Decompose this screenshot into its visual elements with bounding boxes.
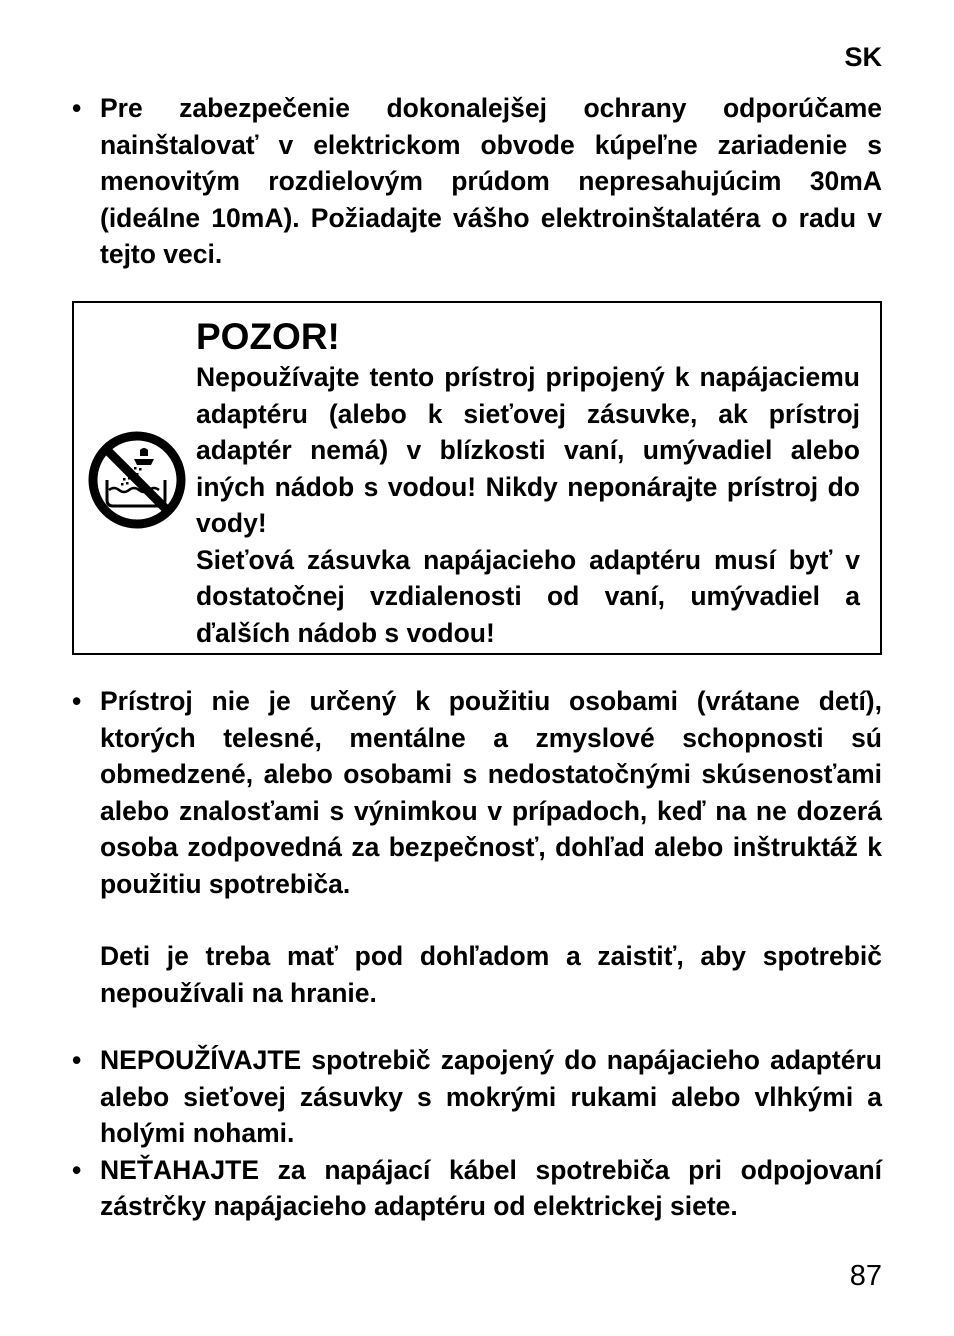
warning-paragraph-immersion: Nepoužívajte tento prístroj pripojený k napájaciemu adaptéru (alebo k sieťovej zásuvke, ak prístroj adaptér nemá) v blízkosti vaní, umývadiel alebo iných nádob s vodou! Nikdy neponárajte prístroj do vody! — [196, 362, 860, 538]
bullet-marker: • — [72, 1045, 82, 1075]
no-water-shower-bath-icon — [85, 428, 189, 532]
bullet-text: Prístroj nie je určený k použitiu osobami (vrátane detí), ktorých telesné, mentálne a zmyslové schopnosti sú obmedzené, alebo osobami s nedostatočnými skúsenosťami alebo znalosťami s výnimkou v prípadoch, keď na ne dozerá osoba zodpovedná za bezpečnosť, dohľad alebo inštruktáž k použitiu spotrebiča. — [100, 686, 882, 899]
language-code: SK — [844, 42, 882, 72]
list-item-persons-restriction — [72, 683, 882, 1011]
bullet-text: NEŤAHAJTE za napájací kábel spotrebiča pri odpojovaní zástrčky napájacieho adaptéru od elektrickej siete. — [100, 1154, 882, 1221]
warning-paragraph-socket-distance: Sieťová zásuvka napájacieho adaptéru musí byť v dostatočnej vzdialenosti od vaní, umývadiel a ďalších nádob s vodou! — [196, 544, 860, 648]
bullet-continuation-text: Deti je treba mať pod dohľadom a zaistiť, aby spotrebič nepoužívali na hranie. — [100, 941, 882, 1008]
bullet-marker: • — [72, 686, 82, 716]
bullet-text: Pre zabezpečenie dokonalejšej ochrany odporúčame nainštalovať v elektrickom obvode kúpeľne zariadenie s menovitým rozdielovým prúdom nepresahujúcim 30mA (ideálne 10mA). Požiadajte vášho elektroinštalatéra o radu v tejto veci. — [100, 93, 882, 269]
bullet-marker: • — [72, 93, 82, 123]
warning-box — [72, 301, 882, 655]
list-item-rcd-recommendation — [72, 90, 882, 273]
bullet-text: NEPOUŽÍVAJTE spotrebič zapojený do napájacieho adaptéru alebo sieťovej zásuvky s mokrými rukami alebo vlhkými a holými nohami. — [100, 1045, 882, 1148]
safety-bullet-list — [72, 683, 882, 1225]
list-item-wet-hands — [72, 1042, 882, 1152]
warning-title: POZOR! — [196, 316, 340, 357]
warning-content — [196, 315, 860, 651]
intro-bullet-list — [72, 90, 882, 273]
page-number: 87 — [849, 1260, 882, 1292]
list-item-cable-pull — [72, 1152, 882, 1225]
bullet-marker: • — [72, 1154, 82, 1185]
